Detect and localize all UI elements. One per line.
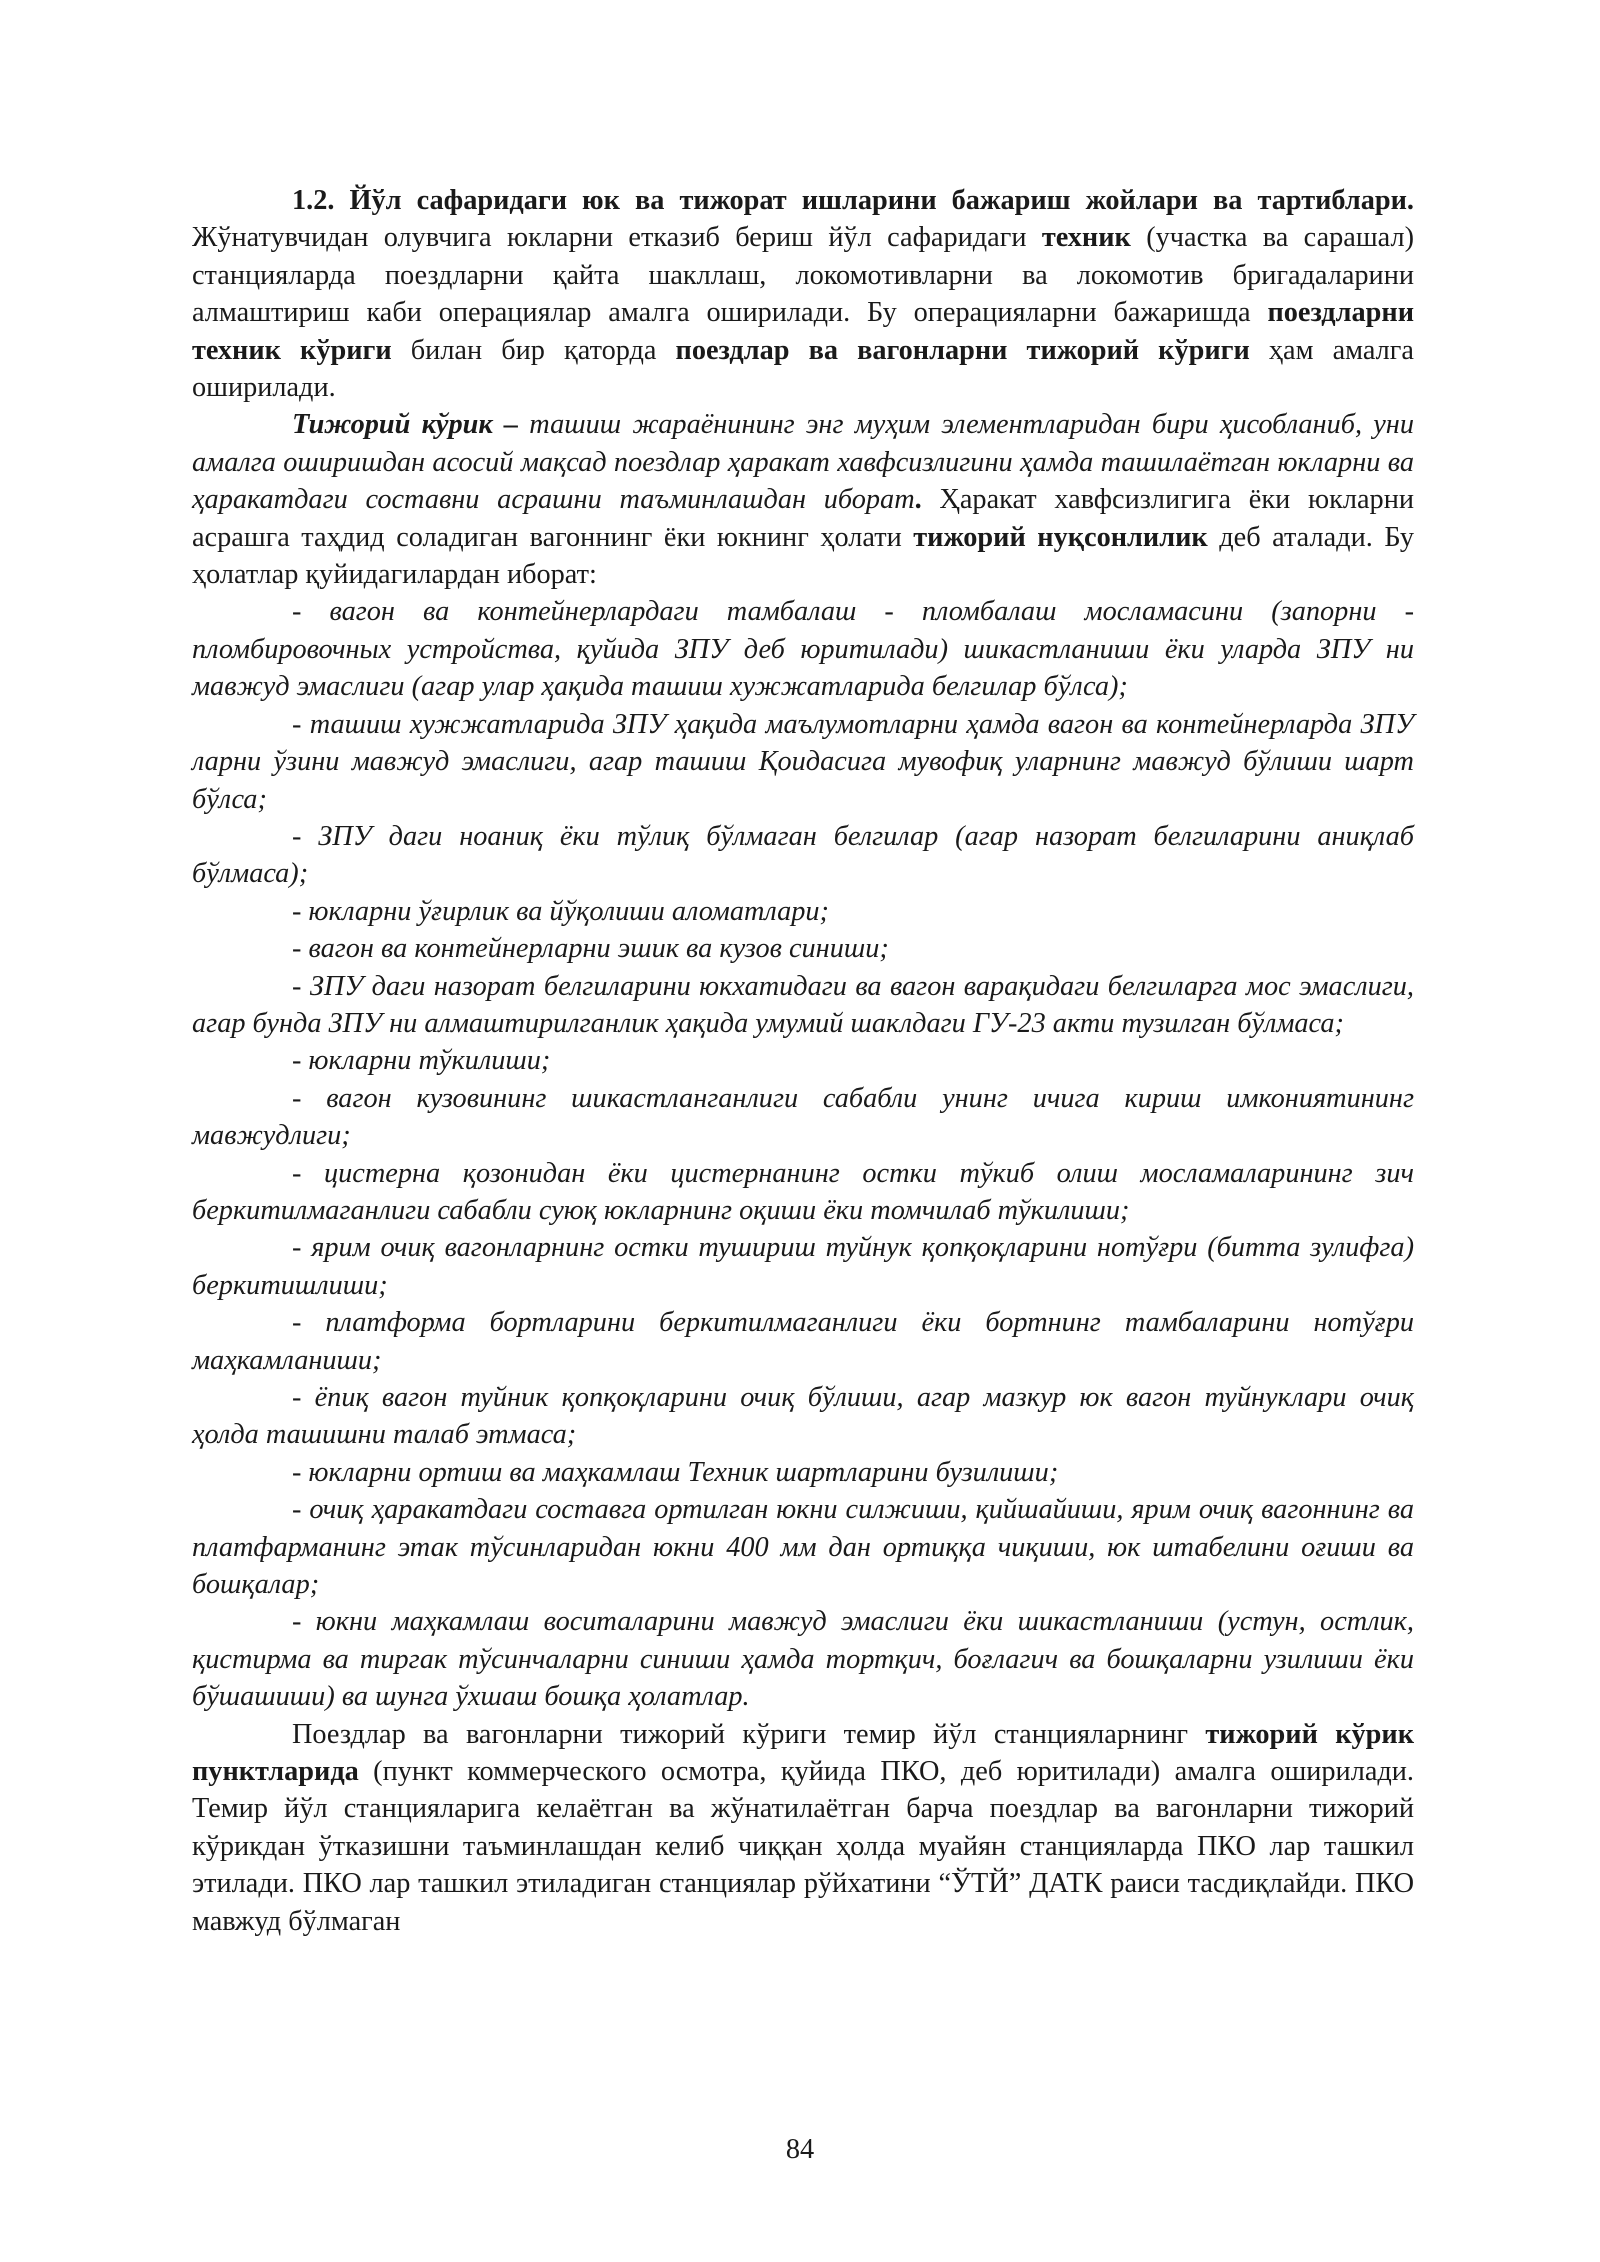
definition-term: Тижорий кўрик –: [292, 409, 519, 441]
bold-term: тижорий нуқсонлилик: [913, 521, 1208, 553]
text-run: Жўнатувчидан олувчига юкларни етказиб бериш йўл сафаридаги: [192, 222, 1042, 254]
list-item: - вагон кузовининг шикастланганлиги сабабли унинг ичига кириш имкониятининг мавжудлиги;: [192, 1082, 1414, 1152]
page-number: 84: [785, 2134, 815, 2165]
text-run: (участка ва сарашал) станцияларда поездларни қайта шакллаш, локомотивларни ва локомотив бригадаларини алмаштириш каби операциялар амалга оширилади. Бу операцияларни бажаришда: [192, 222, 1414, 329]
bold-term: техник: [1041, 222, 1131, 254]
definition-paragraph: [192, 406, 1414, 593]
list-item: - очиқ ҳаракатдаги составга ортилган юкни силжиши, қийшайиши, ярим очиқ вагоннинг ва платфарманинг этак тўсинларидан юкни 400 мм дан ортиққа чиқиши, юк штабелини оғиши ва бошқалар;: [192, 1494, 1414, 1601]
list-item: - ёпиқ вагон туйник қопқоқларини очиқ бўлиши, агар мазкур юк вагон туйнуклари очиқ ҳолда ташишни талаб этмаса;: [192, 1382, 1414, 1451]
bold-term: поездлар ва вагонларни тижорий кўриги: [675, 334, 1250, 366]
list-item: - юкларни ўғирлик ва йўқолиши аломатлари;: [292, 895, 829, 927]
list-item: - вагон ва контейнерлардаги тамбалаш - пломбалаш мосламасини (запорни - пломбировочных устройства, қуйида ЗПУ деб юритилади) шикастланиши ёки уларда ЗПУ ни мавжуд эмаслиги (агар улар ҳақида ташиш хужжатларида белгилар бўлса);: [192, 596, 1414, 703]
list-item: - ЗПУ даги ноаниқ ёки тўлиқ бўлмаган белгилар (агар назорат белгиларини аниқлаб бўлмаса);: [192, 820, 1414, 890]
section-heading: 1.2. Йўл сафаридаги юк ва тижорат ишларини бажариш жойлари ва тартиблари.: [292, 185, 1414, 216]
definition-text: ташиш жараёнининг энг муҳим элементларидан бири ҳисобланиб, уни амалга оширишдан асосий мақсад поездлар ҳаракат хавфсизлигини ҳамда ташилаётган юкларни ва ҳаракатдаги составни асрашни таъминлашдан иборат: [192, 409, 1414, 516]
list-item: - ташиш хужжатларида ЗПУ ҳақида маълумотларни ҳамда вагон ва контейнерларда ЗПУ ларни ўзини мавжуд эмаслиги, агар ташиш Қоидасига мувофиқ уларнинг мавжуд бўлиши шарт бўлса;: [192, 708, 1414, 815]
text-run: Ҳаракат хавфсизлигига ёки юкларни асрашга таҳдид соладиган вагоннинг ёки юкнинг ҳолати: [192, 484, 1414, 553]
bold-term: тижорий кўрик пунктларида: [192, 1718, 1415, 1788]
text-run: ҳам амалга оширилади.: [192, 334, 1414, 404]
text-run: Поездлар ва вагонларни тижорий кўриги темир йўл станцияларнинг: [292, 1718, 1206, 1750]
list-item: - платформа бортларини беркитилмаганлиги ёки бортнинг тамбаларини нотўғри маҳкамланиши;: [192, 1307, 1414, 1376]
list-item: - юкларни тўкилиши;: [292, 1045, 551, 1077]
list-item: - вагон ва контейнерларни эшик ва кузов синиши;: [292, 933, 889, 965]
list-item: - ЗПУ даги назорат белгиларини юкхатидаги ва вагон варақидаги белгиларга мос эмаслиги, агар бунда ЗПУ ни алмаштирилганлик ҳақида умумий шаклдаги ГУ-23 акти тузилган бўлмаса;: [192, 970, 1414, 1039]
document-page: [192, 182, 1414, 1940]
list-item: - цистерна қозонидан ёки цистернанинг остки тўкиб олиш мосламаларининг зич беркитилмаганлиги сабабли суюқ юкларнинг оқиши ёки томчилаб тўкилиши;: [192, 1157, 1414, 1226]
bold-term: поездларни техник кўриги: [192, 297, 1414, 366]
section-paragraph: [192, 182, 1414, 406]
text-run: (пункт коммерческого осмотра, қуйида ПКО, деб юритилади) амалга оширилади. Темир йўл станцияларига келаётган ва жўнатилаётган барча поездлар ва вагонларни тижорий кўрикдан ўтказишни таъминлашдан келиб чиққан ҳолда муайян станцияларда ПКО лар ташкил этилади. ПКО лар ташкил этиладиган станциялар рўйхатини “ЎТЙ” ДАТК раиси тасдиқлайди. ПКО мавжуд бўлмаган: [192, 1756, 1414, 1937]
closing-paragraph: [192, 1716, 1414, 1940]
text-run: билан бир қаторда: [391, 334, 676, 366]
list-item: - ярим очиқ вагонларнинг остки тушириш туйнук қопқоқларини нотўғри (битта зулифга) беркитишлиши;: [192, 1232, 1414, 1301]
text-run: .: [914, 484, 922, 516]
text-run: деб аталади. Бу ҳолатлар қуйидагилардан иборат:: [192, 521, 1415, 591]
list-item: - юкларни ортиш ва маҳкамлаш Техник шартларини бузилиши;: [292, 1456, 1059, 1488]
list-item: - юкни маҳкамлаш воситаларини мавжуд эмаслиги ёки шикастланиши (устун, остлик, қистирма ва тиргак тўсинчаларни синиши ҳамда тортқич, боғлагич ва бошқаларни узилиши ёки бўшашиши) ва шунга ўхшаш бошқа ҳолатлар.: [192, 1606, 1414, 1713]
